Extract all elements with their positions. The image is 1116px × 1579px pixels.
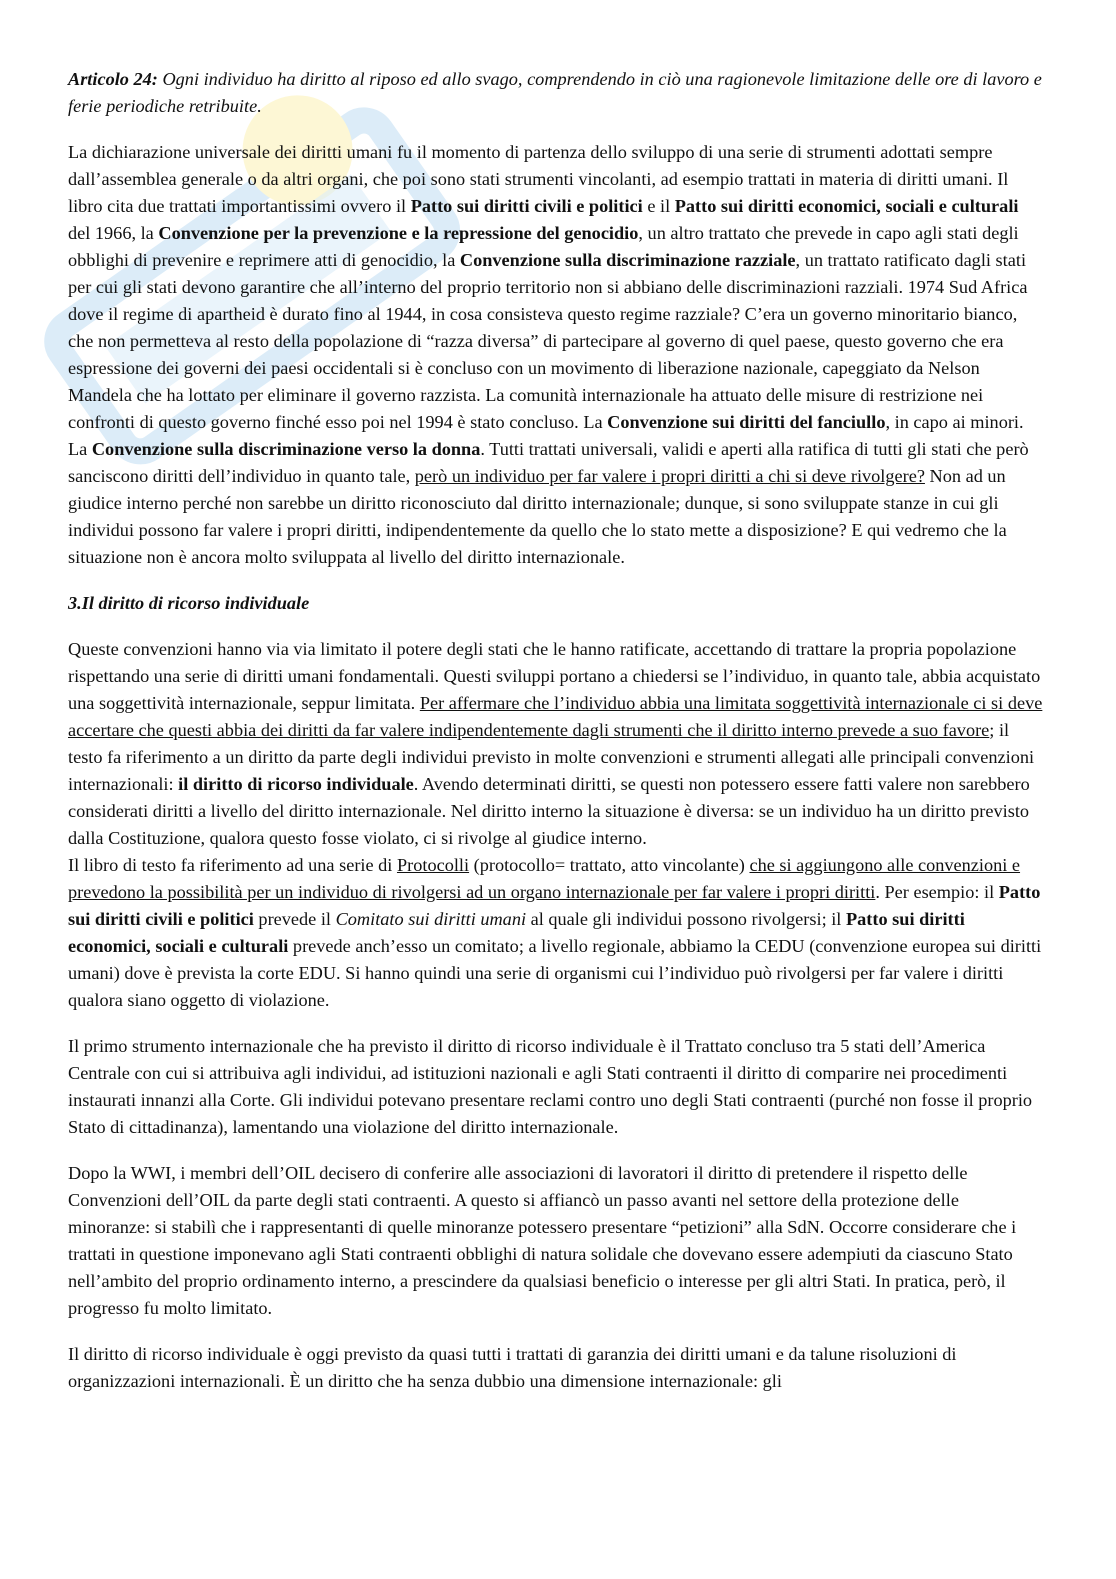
italic-text: Comitato sui diritti umani bbox=[335, 909, 527, 929]
text-run: , in capo ai minori. La bbox=[68, 412, 1024, 459]
text-run: . Per esempio: il bbox=[875, 882, 999, 902]
text-run: al quale gli individui possono rivolgersi; il bbox=[526, 909, 846, 929]
bold-text: Convenzione sulla discriminazione razziale bbox=[459, 250, 796, 270]
text-run: del 1966, la bbox=[68, 223, 159, 243]
text-run: , un altro trattato che prevede in capo agli stati degli obblighi di prevenire e reprimere atti di genocidio, la bbox=[68, 223, 1019, 270]
underlined-text: Per affermare che l’individuo abbia una limitata soggettività internazionale ci si deve accertare che questi abbia dei diritti da far valere indipendentemente dagli strumenti che il diritto interno prevede a suo favore bbox=[68, 693, 1043, 740]
bold-text: il diritto di ricorso individuale bbox=[178, 774, 414, 794]
bold-text: Patto sui diritti civili e politici bbox=[68, 882, 1041, 929]
underlined-text: che si aggiungono alle convenzioni e prevedono la possibilità per un individuo di rivolgersi ad un organo internazionale per far valere i propri diritti bbox=[68, 855, 1021, 902]
bold-text: Patto sui diritti economici, sociali e culturali bbox=[68, 909, 965, 956]
paragraph bbox=[68, 1160, 1043, 1322]
paragraph bbox=[68, 1341, 1043, 1395]
bold-text: Patto sui diritti economici, sociali e culturali bbox=[674, 196, 1019, 216]
text-run: Dopo la WWI, i membri dell’OIL decisero di conferire alle associazioni di lavoratori il diritto di pretendere il rispetto delle Convenzioni dell’OIL da parte degli stati contraenti. A questo si affiancò un passo avanti nel settore della protezione delle minoranze: si stabilì che i rappresentanti di quelle minoranze potessero presentare “petizioni” alla SdN. Occorre considerare che i trattati in questione imponevano agli Stati contraenti obblighi di natura solidale che dovevano essere adempiuti da ciascuno Stato nell’ambito del proprio ordinamento interno, a prescindere da qualsiasi beneficio o interesse per gli altri Stati. In pratica, però, il progresso fu molto limitato. bbox=[68, 1163, 1017, 1318]
bold-text: Convenzione sulla discriminazione verso la donna bbox=[91, 439, 481, 459]
text-run: Queste convenzioni hanno via via limitato il potere degli stati che le hanno ratificate, accettando di trattare la propria popolazione rispettando una serie di diritti umani fondamentali. Questi sviluppi portano a chiedersi se l’individuo, in quanto tale, abbia acquistato una soggettività internazionale, seppur limitata. bbox=[68, 639, 1041, 713]
section-heading: 3.Il diritto di ricorso individuale bbox=[68, 593, 310, 613]
underlined-text: però un individuo per far valere i propri diritti a chi si deve rivolgere? bbox=[414, 466, 925, 486]
text-run: , un trattato ratificato dagli stati per cui gli stati devono garantire che all’interno del proprio territorio non si abbiano delle discriminazioni razziali. 1974 Sud Africa dove il regime di apartheid è durato fino al 1944, in cosa consisteva questo regime razziale? C’era un governo minoritario bianco, che non permetteva al resto della popolazione di “razza diversa” di partecipare al governo di quel paese, questo governo che era espressione dei governi dei paesi occidentali si è concluso con un movimento di liberazione nazionale, capeggiato da Nelson Mandela che ha lottato per eliminare il governo razzista. La comunità internazionale ha attuato delle misure di restrizione nei confronti di questo governo finché esso poi nel 1994 è stato concluso. La bbox=[68, 250, 1028, 432]
paragraph bbox=[68, 852, 1043, 1014]
text-run: ; il testo fa riferimento a un diritto da parte degli individui previsto in molte convenzioni e strumenti allegati alle principali convenzioni internazionali: bbox=[68, 720, 1035, 794]
section-ricorso-individuale bbox=[68, 636, 1043, 1395]
text-run: Il primo strumento internazionale che ha previsto il diritto di ricorso individuale è il Trattato concluso tra 5 stati dell’America Centrale con cui si attribuiva agli individui, ad istituzioni nazionali e agli Stati contraenti il diritto di comparire nei procedimenti instaurati innanzi alla Corte. Gli individui potevano presentare reclami contro uno degli Stati contraenti (purché non fosse il proprio Stato di cittadinanza), lamentando una violazione del diritto internazionale. bbox=[68, 1036, 1033, 1137]
paragraph bbox=[68, 66, 1043, 120]
text-run: Non ad un giudice interno perché non sarebbe un diritto riconosciuto dal diritto internazionale; dunque, si sono sviluppate stanze in cui gli individui possono far valere i propri diritti, indipendentemente da quello che lo stato mette a disposizione? E qui vedremo che la situazione non è ancora molto sviluppata al livello del diritto internazionale. bbox=[68, 466, 1007, 567]
document-page bbox=[68, 66, 1043, 1414]
text-run: e il bbox=[642, 196, 675, 216]
bold-text: Convenzione sui diritti del fanciullo bbox=[607, 412, 886, 432]
text-run: . Tutti trattati universali, validi e aperti alla ratifica di tutti gli stati che però sanciscono diritti dell’individuo in quanto tale, bbox=[68, 439, 1029, 486]
text-run: . Avendo determinati diritti, se questi non potessero essere fatti valere non sarebbero considerati diritti a livello del diritto internazionale. Nel diritto interno la situazione è diversa: se un individuo ha un diritto previsto dalla Costituzione, qualora questo fosse violato, ci si rivolge al giudice interno. bbox=[68, 774, 1030, 848]
text-run: Il libro di testo fa riferimento ad una serie di bbox=[68, 855, 397, 875]
text-run: prevede il bbox=[253, 909, 336, 929]
text-run: Il diritto di ricorso individuale è oggi previsto da quasi tutti i trattati di garanzia dei diritti umani e da talune risoluzioni di organizzazioni internazionali. È un diritto che ha senza dubbio una dimensione internazionale: gli bbox=[68, 1344, 957, 1391]
underlined-text: Protocolli bbox=[396, 855, 470, 875]
paragraph bbox=[68, 636, 1043, 852]
text-run: La dichiarazione universale dei diritti umani fu il momento di partenza dello sviluppo di una serie di strumenti adottati sempre dall’assemblea generale o da altri organi, che poi sono stati strumenti vincolanti, ad esempio trattati in materia di diritti umani. Il libro cita due trattati importantissimi ovvero il bbox=[68, 142, 1009, 216]
bold-text: Articolo 24: bbox=[68, 69, 158, 89]
bold-text: Convenzione per la prevenzione e la repressione del genocidio bbox=[158, 223, 639, 243]
text-run: prevede anch’esso un comitato; a livello regionale, abbiamo la CEDU (convenzione europea sui diritti umani) dove è prevista la corte EDU. Si hanno quindi una serie di organismi cui l’individuo può rivolgersi per far valere i diritti qualora siano oggetto di violazione. bbox=[68, 936, 1042, 1010]
section-intro bbox=[68, 66, 1043, 571]
bold-text: Patto sui diritti civili e politici bbox=[410, 196, 643, 216]
paragraph bbox=[68, 139, 1043, 571]
italic-text: Ogni individuo ha diritto al riposo ed allo svago, comprendendo in ciò una ragionevole limitazione delle ore di lavoro e ferie periodiche retribuite. bbox=[68, 69, 1042, 116]
text-run: (protocollo= trattato, atto vincolante) bbox=[469, 855, 750, 875]
paragraph bbox=[68, 1033, 1043, 1141]
